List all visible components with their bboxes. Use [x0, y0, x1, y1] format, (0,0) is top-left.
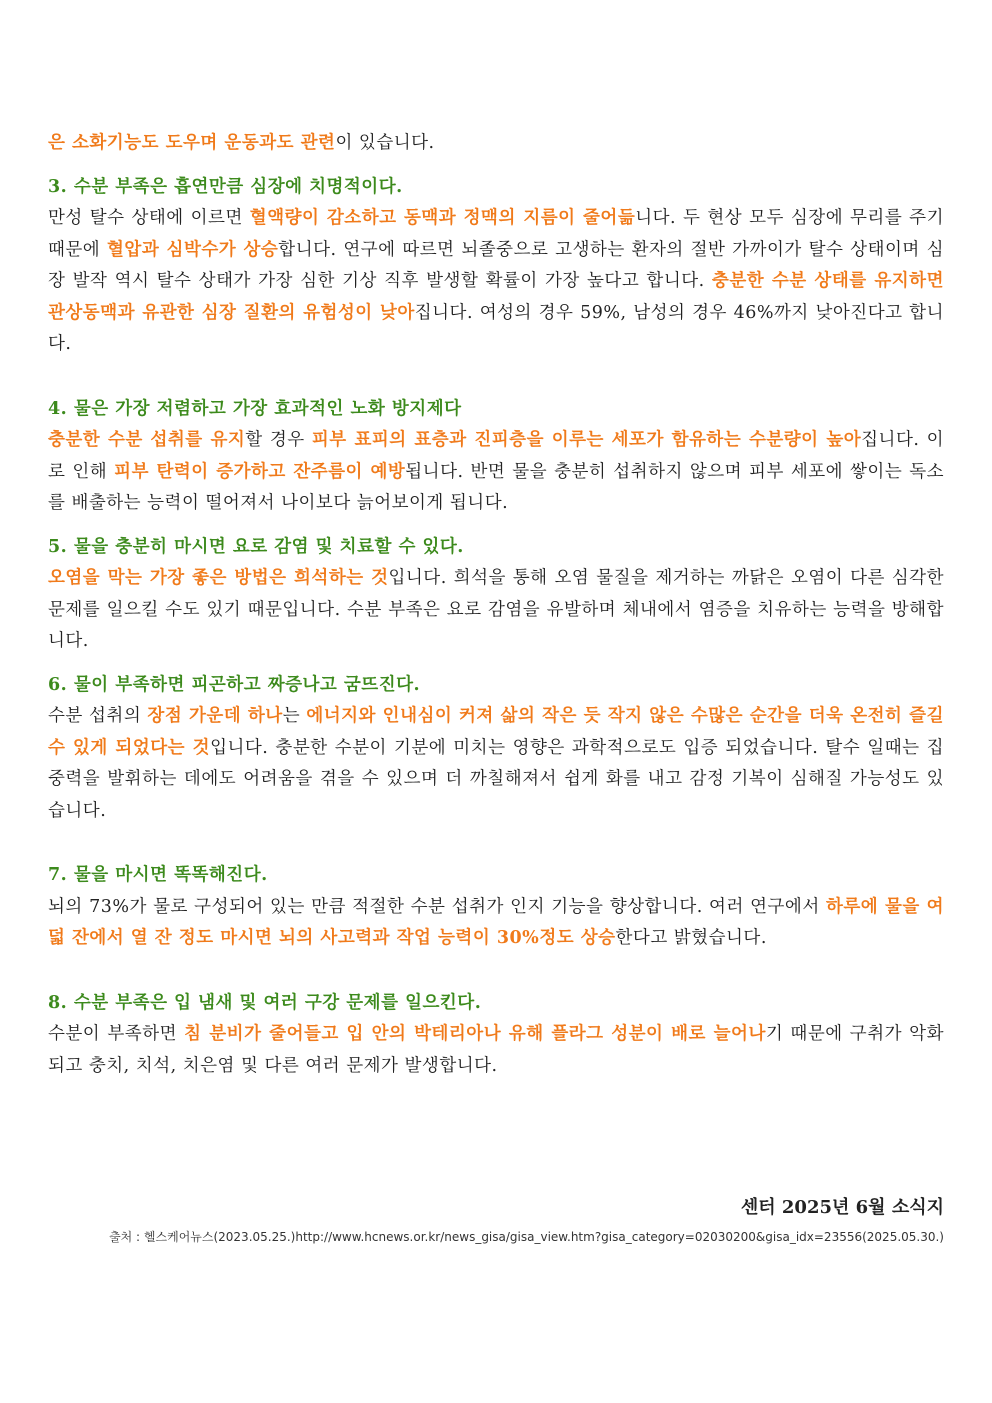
section-paragraph: [48, 892, 944, 955]
highlight-text: 충분한 수분 섭취를 유지: [48, 430, 246, 450]
section-heading: 3. 수분 부족은 흡연만큼 심장에 치명적이다.: [48, 176, 403, 197]
section-paragraph: [48, 203, 944, 361]
body-text: 할 경우: [245, 430, 312, 450]
body-text: 입니다. 희석을 통해 오염 물질을 제거하는 까닭은 오염이 다른 심각한 문제를 일으킬 수도 있기 때문입니다. 수분 부족은 요로 감염을 유발하며 체내에서 염증을 치유하는 능력을 방해합니다.: [48, 568, 944, 651]
newsletter-issue-title: 센터 2025년 6월 소식지: [740, 1197, 944, 1218]
section-8: [48, 988, 944, 1083]
highlight-text: 에너지와 인내심이 커져 삶의 작은 듯 작지 않은 수많은 순간을 더욱 온전히 즐길 수 있게 되었다는 것: [48, 706, 944, 758]
highlight-text: 혈액량이 감소하고 동맥과 정맥의 지름이 줄어듦: [249, 208, 636, 228]
section-4: [48, 394, 944, 520]
body-text: 입니다. 충분한 수분이 기분에 미치는 영향은 과학적으로도 입증 되었습니다. 탈수 일때는 집중력을 발휘하는 데에도 어려움을 겪을 수 있으며 더 까칠해져서 쉽게 화를 내고 감정 기복이 심해질 가능성도 있습니다.: [48, 737, 944, 821]
section-heading: 5. 물을 충분히 마시면 요로 감염 및 치료할 수 있다.: [48, 536, 464, 557]
section-7: [48, 860, 944, 955]
highlight-text: 피부 탄력이 증가하고 잔주름이 예방: [114, 461, 406, 482]
source-citation: 출처 : 헬스케어뉴스(2023.05.25.)http://www.hcnews.or.kr/news_gisa/gisa_view.htm?gisa_category=02030200&gisa_idx=23556(2025.05.30.): [109, 1230, 944, 1244]
section-heading: 6. 물이 부족하면 피곤하고 짜증나고 굼뜨진다.: [48, 674, 421, 695]
highlight-text: 피부 표피의 표층과 진피층을 이루는 세포가 함유하는 수분량이 높아: [311, 430, 862, 450]
section-paragraph: [48, 701, 944, 827]
highlight-text: 은 소화기능도 도우며 운동과도 관련: [48, 133, 336, 153]
body-text: 합니다. 연구에 따르면 뇌졸중으로 고생하는 환자의 절반 가까이가 탈수 상태이며 심장 발작 역시 탈수 상태가 가장 심한 기상 직후 발생할 확률이 가장 높다고 합니다.: [48, 239, 944, 291]
section-heading: 4. 물은 가장 저렴하고 가장 효과적인 노화 방지제다: [48, 398, 462, 419]
body-text: 기 때문에 구취가 악화되고 충치, 치석, 치은염 및 다른 여러 문제가 발생합니다.: [48, 1024, 944, 1076]
highlight-text: 하루에 물을 여덟 잔에서 열 잔 정도 마시면 뇌의 사고력과 작업 능력이 30%정도 상승: [48, 896, 944, 948]
section-6: [48, 670, 944, 828]
highlight-text: 침 분비가 줄어들고 입 안의 박테리아나 유해 플라그 성분이 배로 늘어나: [184, 1024, 766, 1044]
body-text: 이 있습니다.: [335, 133, 435, 153]
highlight-text: 장점 가운데 하나: [147, 706, 283, 726]
section-paragraph: [48, 425, 944, 520]
highlight-text: 충분한 수분 상태를 유지하면 관상동맥과 유관한 심장 질환의 유험성이 낮아: [48, 271, 944, 323]
highlight-text: 오염을 막는 가장 좋은 방법은 희석하는 것: [48, 568, 389, 588]
body-text: 수분 섭취의: [48, 706, 148, 726]
body-text: 니다. 두 현상 모두 심장에 무리를 주기 때문에: [48, 208, 944, 260]
section-heading: 7. 물을 마시면 똑똑해진다.: [48, 865, 268, 885]
section-3: [48, 172, 944, 361]
body-text: 는: [282, 706, 307, 726]
body-text: 집니다. 이로 인해: [48, 430, 945, 482]
body-text: 됩니다. 반면 물을 충분히 섭취하지 않으며 피부 세포에 쌓이는 독소를 배출하는 능력이 떨어져서 나이보다 늙어보이게 됩니다.: [48, 461, 945, 513]
body-text: 집니다. 여성의 경우 59%, 남성의 경우 46%까지 낮아진다고 합니다.: [48, 302, 944, 354]
section-paragraph: [48, 563, 944, 658]
section-paragraph: [48, 1019, 944, 1082]
body-text: 뇌의 73%가 물로 구성되어 있는 만큼 적절한 수분 섭취가 인지 기능을 향상합니다. 여러 연구에서: [48, 896, 826, 917]
intro-paragraph: [48, 128, 944, 160]
section-heading: 8. 수분 부족은 입 냄새 및 여러 구강 문제를 일으킨다.: [48, 992, 482, 1013]
body-text: 한다고 밝혔습니다.: [615, 928, 767, 948]
highlight-text: 혈압과 심박수가 상승: [107, 239, 279, 260]
body-text: 만성 탈수 상태에 이르면: [48, 208, 250, 228]
body-text: 수분이 부족하면: [48, 1024, 185, 1044]
section-5: [48, 532, 944, 658]
newsletter-body: [48, 128, 944, 1082]
